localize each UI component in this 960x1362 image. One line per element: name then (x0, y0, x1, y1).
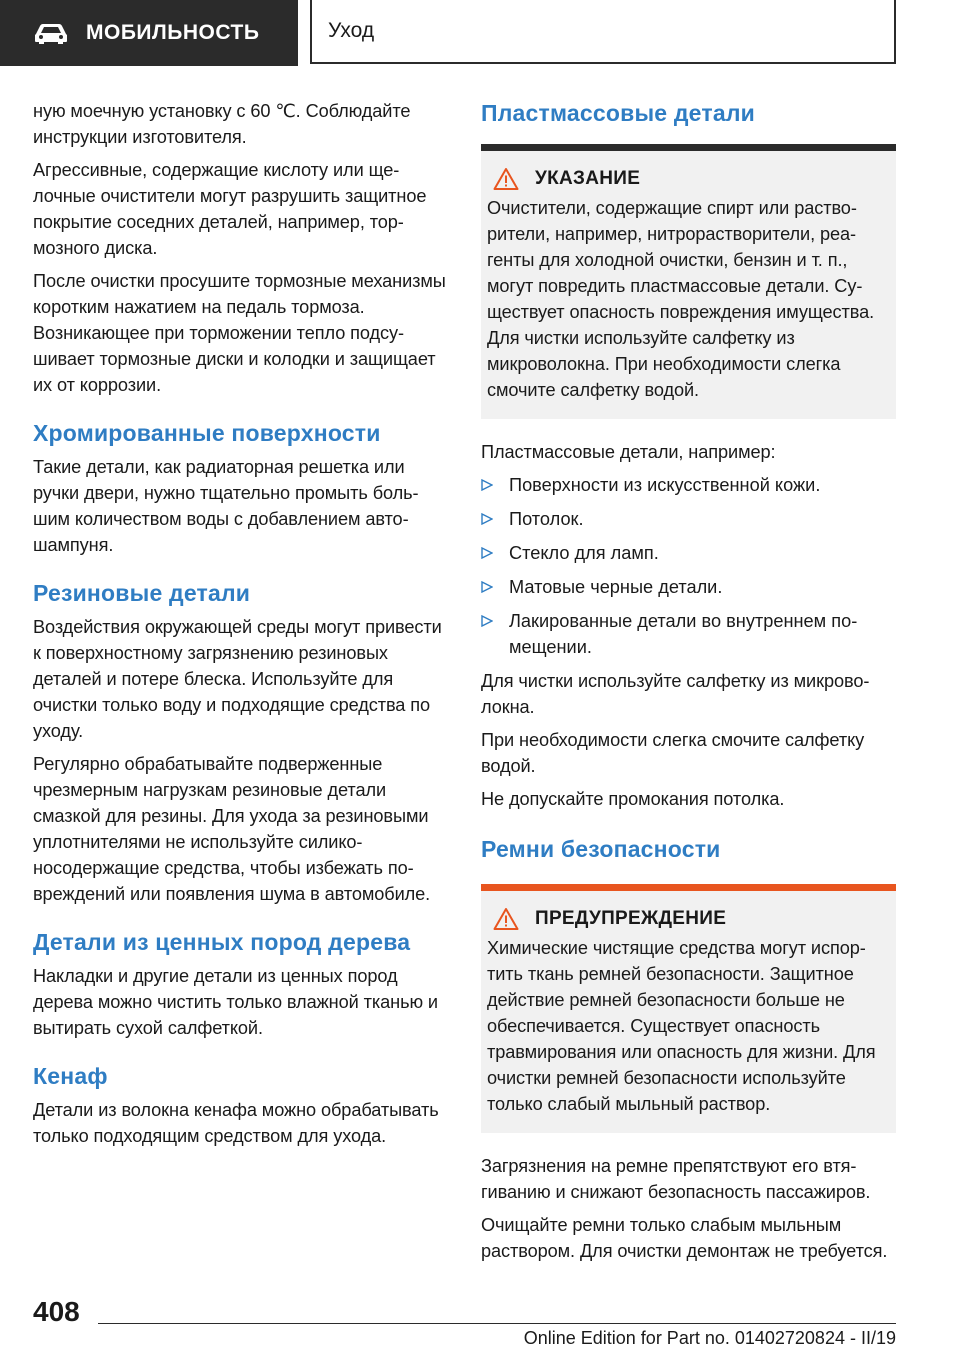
footer-edition: Online Edition for Part no. 01402720824 - II/19 (523, 1328, 896, 1348)
heading-belts: Ремни безопасности (481, 836, 721, 862)
paragraph: Агрессивные, содержащие кислоту или щелочные очистители могут разрушить защитное покрытие соседних деталей, например, тормозного диска. (33, 160, 427, 258)
list-item: Стекло для ламп. (481, 540, 896, 566)
paragraph: Детали из волокна кенафа можно обрабатывать только подходящим средством для ухода. (33, 1100, 439, 1146)
notice-bar (481, 144, 896, 151)
warning-triangle-icon (493, 907, 519, 931)
triangle-bullet-icon (481, 615, 493, 627)
notice-text: Очистители, содержащие спирт или растворители, например, нитрорастворители, реагенты для холодной очистки, бензин и т. п., могут повредить пластмассовые детали. Существует опасность повреждения имущества. Для чистки используйте салфетку из микроволокна. При необходимости слегка смочите салфетку водой. (487, 198, 875, 400)
list-item: Матовые черные детали. (481, 574, 896, 600)
list-item: Лакированные детали во внутреннем помещении. (481, 608, 896, 660)
car-icon (32, 21, 70, 45)
triangle-bullet-icon (481, 479, 493, 491)
paragraph: Загрязнения на ремне препятствуют его втягиванию и снижают безопасность пассажиров. (481, 1156, 871, 1202)
bullet-list (481, 472, 896, 660)
heading-wood: Детали из ценных пород дерева (33, 929, 411, 955)
warning-text: Химические чистящие средства могут испортить ткань ремней безопасности. Защитное действие ремней безопасности больше не обеспечивается. Существует опасность травмирования или опасность для жизни. Для очистки ремней безопасности используйте только слабый мыльный раствор. (487, 938, 876, 1114)
chapter-title: Уход (328, 19, 375, 42)
triangle-bullet-icon (481, 581, 493, 593)
warning-box (481, 884, 896, 1133)
warning-label: ПРЕДУПРЕЖДЕНИЕ (535, 908, 727, 929)
triangle-bullet-icon (481, 513, 493, 525)
paragraph: При необходимости слегка смочите салфетку водой. (481, 730, 865, 776)
paragraph: Не допускайте промокания потолка. (481, 789, 785, 809)
paragraph: Регулярно обрабатывайте подверженные чрезмерным нагрузкам резиновые детали смазкой для резины. Для ухода за резиновыми уплотнителями не используйте силиконосодержащие средства, чтобы избежать повреждений или появления шума в автомобиле. (33, 754, 431, 904)
paragraph: Для чистки используйте салфетку из микроволокна. (481, 671, 870, 717)
section-header (0, 0, 298, 66)
list-item: Потолок. (481, 506, 896, 532)
section-title: МОБИЛЬНОСТЬ (86, 21, 260, 44)
left-column (33, 98, 449, 1156)
paragraph: Воздействия окружающей среды могут привести к поверхностному загрязнению резиновых деталей и потере блеска. Используйте для очистки только воду и подходящие средства по уходу. (33, 617, 442, 741)
heading-rubber: Резиновые детали (33, 580, 251, 606)
triangle-bullet-icon (481, 547, 493, 559)
heading-plastic: Пластмассовые детали (481, 100, 755, 126)
paragraph: После очистки просушите тормозные механизмы коротким нажатием на педаль тормоза. Возникающее при торможении тепло подсушивает тормозные диски и колодки и защищает их от коррозии. (33, 271, 446, 395)
list-item: Поверхности из искусственной кожи. (481, 472, 896, 498)
paragraph: ную моечную установку с 60 ℃. Соблюдайте инструкции изготовителя. (33, 101, 411, 147)
footer-rule (98, 1323, 896, 1324)
warning-triangle-icon (493, 167, 519, 191)
notice-box (481, 144, 896, 419)
heading-kenaf: Кенаф (33, 1063, 108, 1089)
page-number: 408 (33, 1296, 80, 1327)
chapter-header (310, 0, 896, 64)
paragraph: Накладки и другие детали из ценных пород дерева можно чистить только влажной тканью и вытирать сухой салфеткой. (33, 966, 438, 1038)
heading-chrome: Хромированные поверхности (33, 420, 381, 446)
paragraph: Очищайте ремни только слабым мыльным раствором. Для очистки демонтаж не требуется. (481, 1215, 888, 1261)
right-column (481, 98, 896, 1271)
paragraph: Пластмассовые детали, например: (481, 442, 776, 462)
paragraph: Такие детали, как радиаторная решетка или ручки двери, нужно тщательно промыть большим количеством воды с добавлением автошампуня. (33, 457, 419, 555)
notice-label: УКАЗАНИЕ (535, 168, 641, 189)
warning-bar (481, 884, 896, 891)
